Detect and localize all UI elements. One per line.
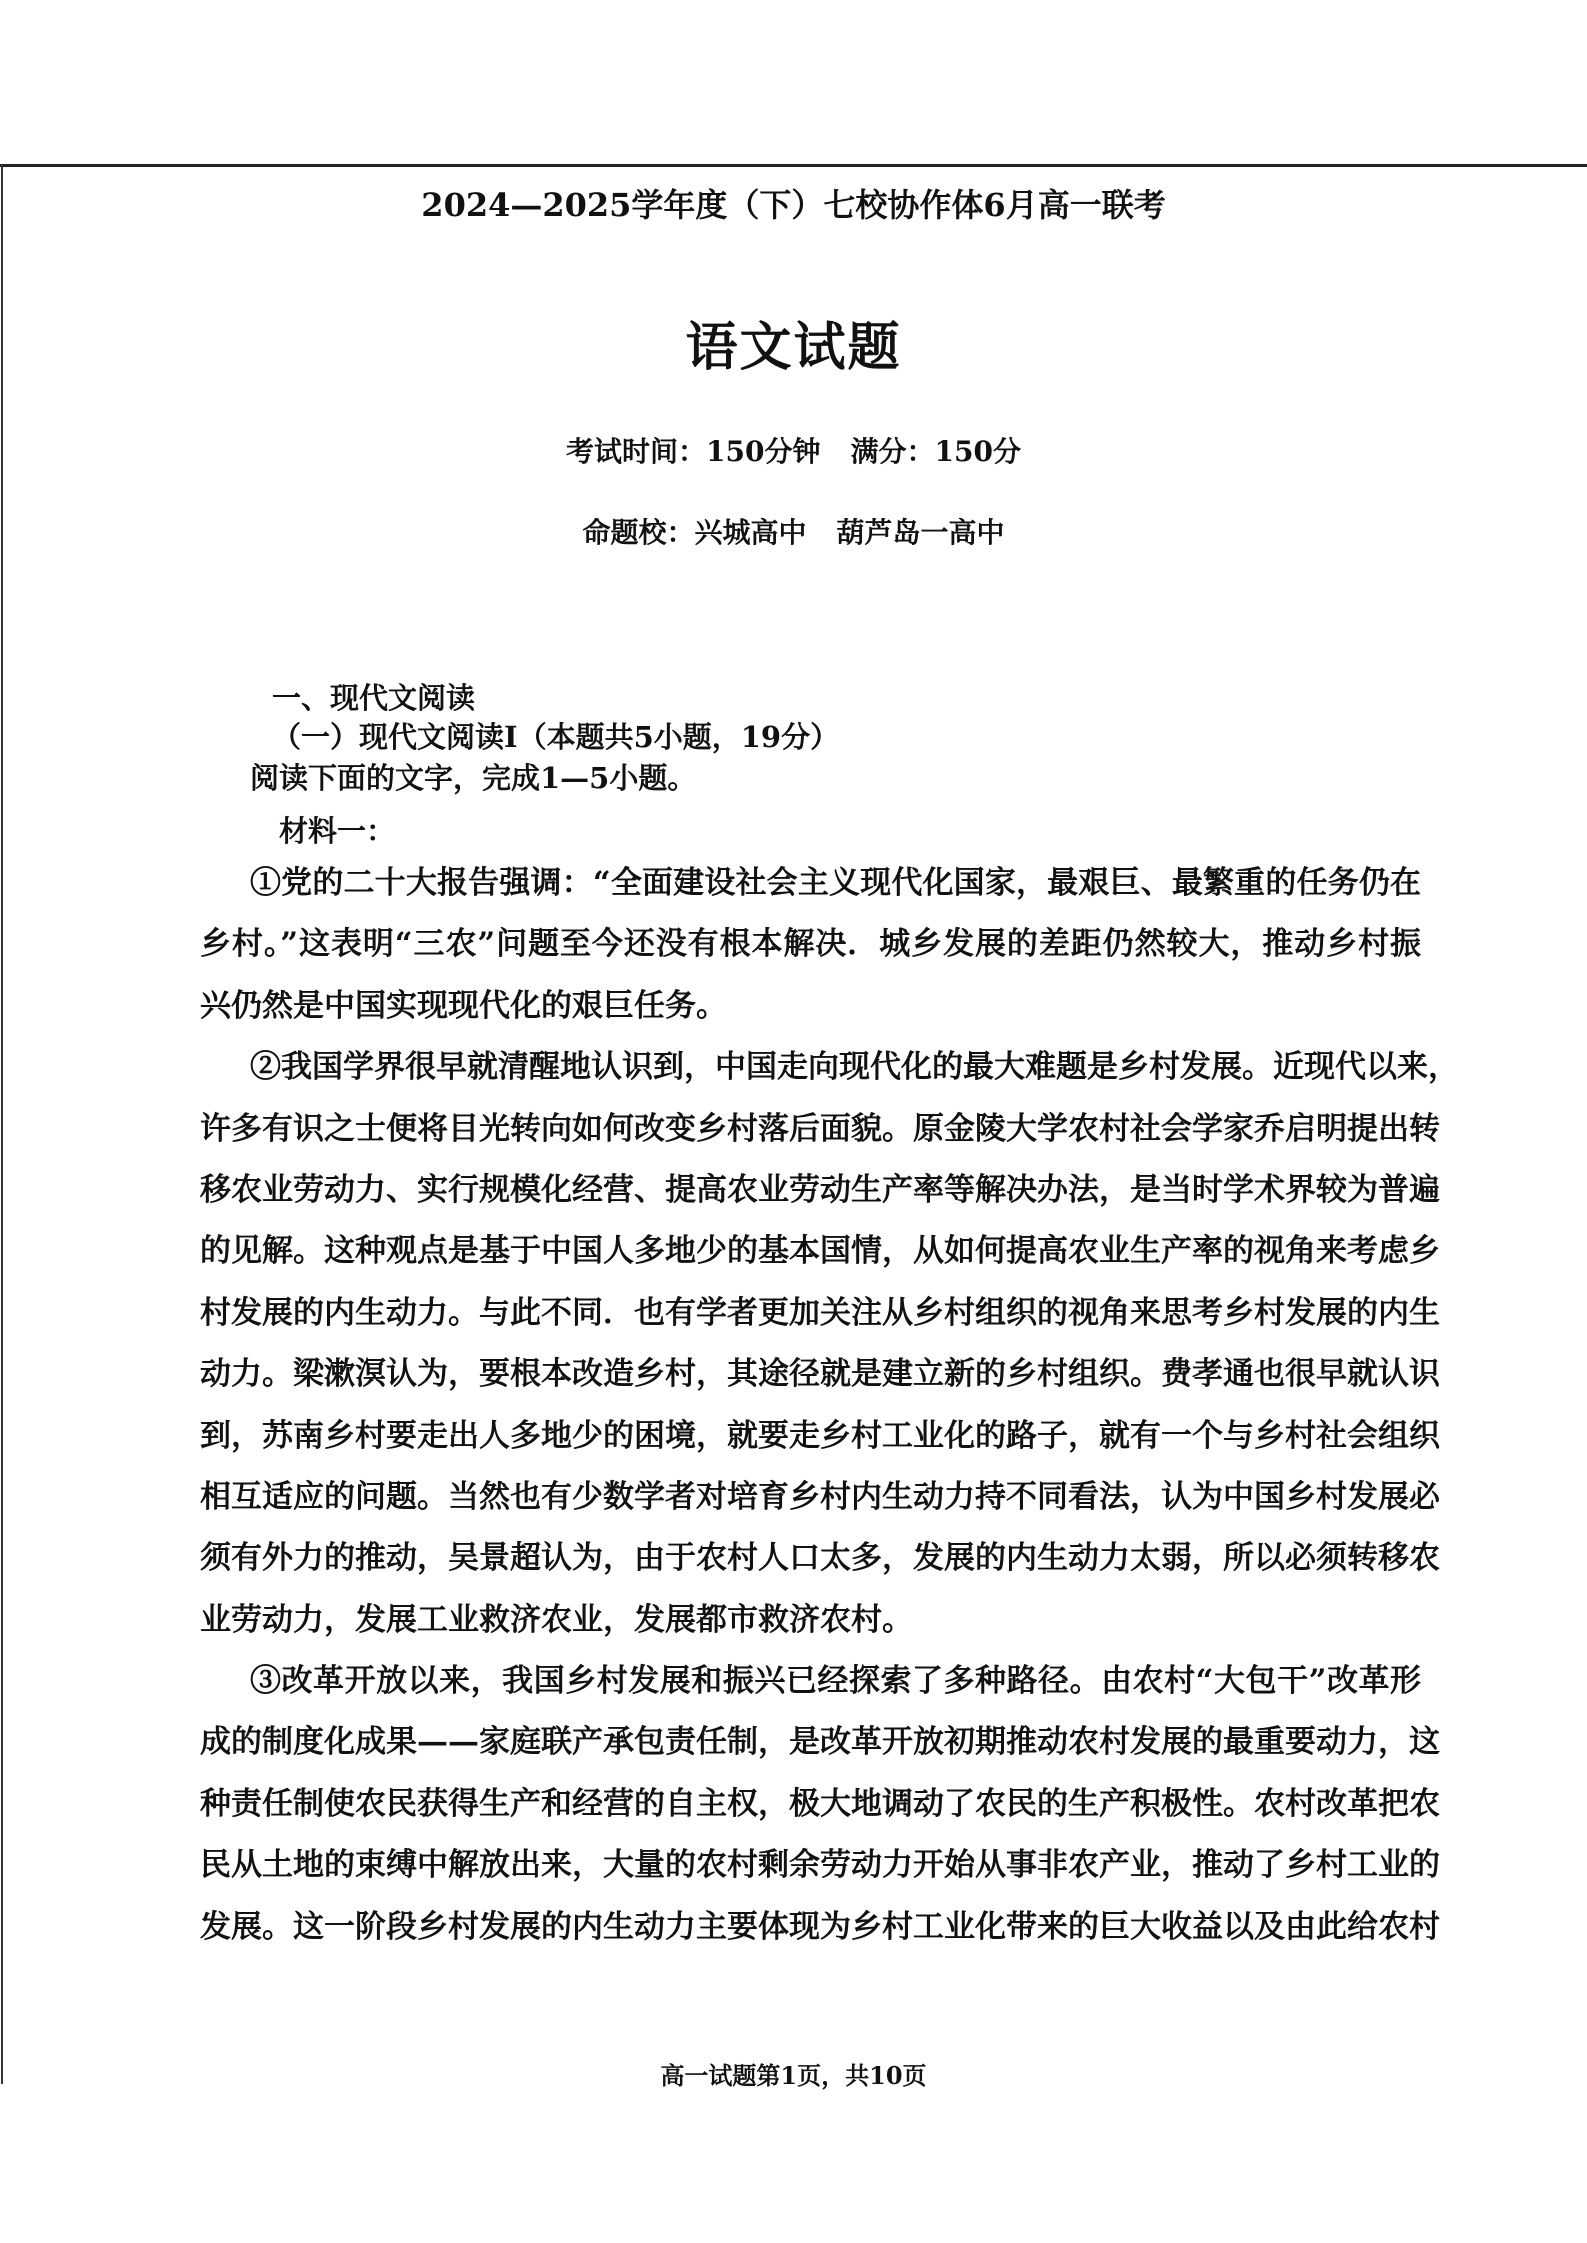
paragraph-line: 种责任制使农民获得生产和经营的自主权，极大地调动了农民的生产积极性。农村改革把农 — [200, 1785, 1440, 1822]
paragraph-line: 乡村。”这表明“三农”问题至今还没有根本解决．城乡发展的差距仍然较大，推动乡村振 — [200, 926, 1421, 963]
paragraph-line: 民从土地的束缚中解放出来，大量的农村剩余劳动力开始从事非农产业，推动了乡村工业的 — [200, 1847, 1440, 1884]
instruction-text: 阅读下面的文字，完成1—5小题。 — [250, 761, 697, 795]
paragraph-line: ②我国学界很早就清醒地认识到，中国走向现代化的最大难题是乡村发展。近现代以来， — [250, 1049, 1459, 1086]
material-label: 材料一： — [279, 814, 396, 848]
paragraph-line: 到，苏南乡村要走出人多地少的困境，就要走乡村工业化的路子，就有一个与乡村社会组织 — [200, 1417, 1440, 1454]
paragraph-line: 的见解。这种观点是基于中国人多地少的基本国情，从如何提高农业生产率的视角来考虑乡 — [200, 1233, 1440, 1270]
paragraph — [200, 853, 1421, 1037]
paragraph — [200, 1037, 1459, 1651]
page-footer: 高一试题第1页，共10页 — [660, 2061, 927, 2090]
paragraph-line: 兴仍然是中国实现现代化的艰巨任务。 — [200, 987, 727, 1024]
paragraph-line: 相互适应的问题。当然也有少数学者对培育乡村内生动力持不同看法，认为中国乡村发展必 — [200, 1478, 1440, 1515]
school-1: 命题校：兴城高中 — [582, 516, 807, 549]
paragraph-line: 成的制度化成果——家庭联产承包责任制，是改革开放初期推动农村发展的最重要动力，这 — [200, 1724, 1440, 1761]
paragraph-line: 许多有识之士便将目光转向如何改变乡村落后面貌。原金陵大学农村社会学家乔启明提出转 — [200, 1110, 1440, 1147]
subject-title: 语文试题 — [685, 317, 902, 378]
section-subheading: （一）现代文阅读Ⅰ（本题共5小题，19分） — [272, 720, 840, 754]
passage-body — [200, 853, 1459, 1958]
paragraph — [200, 1651, 1440, 1958]
exam-info — [0, 430, 1587, 470]
paragraph-line: 发展。这一阶段乡村发展的内生动力主要体现为乡村工业化带来的巨大收益以及由此给农村 — [200, 1908, 1440, 1945]
exam-time: 考试时间：150分钟 — [566, 435, 821, 468]
paragraph-line: ①党的二十大报告强调：“全面建设社会主义现代化国家，最艰巨、最繁重的任务仍在 — [250, 865, 1421, 901]
paragraph-line: 业劳动力，发展工业救济农业，发展都市救济农村。 — [200, 1601, 913, 1638]
paragraph-line: 须有外力的推动，吴景超认为，由于农村人口太多，发展的内生动力太弱，所以必须转移农 — [200, 1540, 1440, 1577]
paragraph-line: ③改革开放以来，我国乡村发展和振兴已经探索了多种路径。由农村“大包干”改革形 — [250, 1663, 1421, 1700]
school-2: 葫芦岛一高中 — [836, 516, 1005, 549]
paragraph-line: 动力。梁漱溟认为，要根本改造乡村，其途径就是建立新的乡村组织。费孝通也很早就认识 — [200, 1356, 1440, 1393]
full-score: 满分：150分 — [850, 435, 1021, 468]
paragraph-line: 村发展的内生动力。与此不同．也有学者更加关注从乡村组织的视角来思考乡村发展的内生 — [200, 1294, 1440, 1331]
top-border-rule — [0, 164, 1587, 167]
paragraph-line: 移农业劳动力、实行规模化经营、提高农业劳动生产率等解决办法，是当时学术界较为普遍 — [200, 1171, 1440, 1208]
section-heading: 一、现代文阅读 — [272, 681, 476, 715]
proposing-schools — [0, 511, 1587, 551]
exam-title: 2024—2025学年度（下）七校协作体6月高一联考 — [421, 186, 1166, 224]
